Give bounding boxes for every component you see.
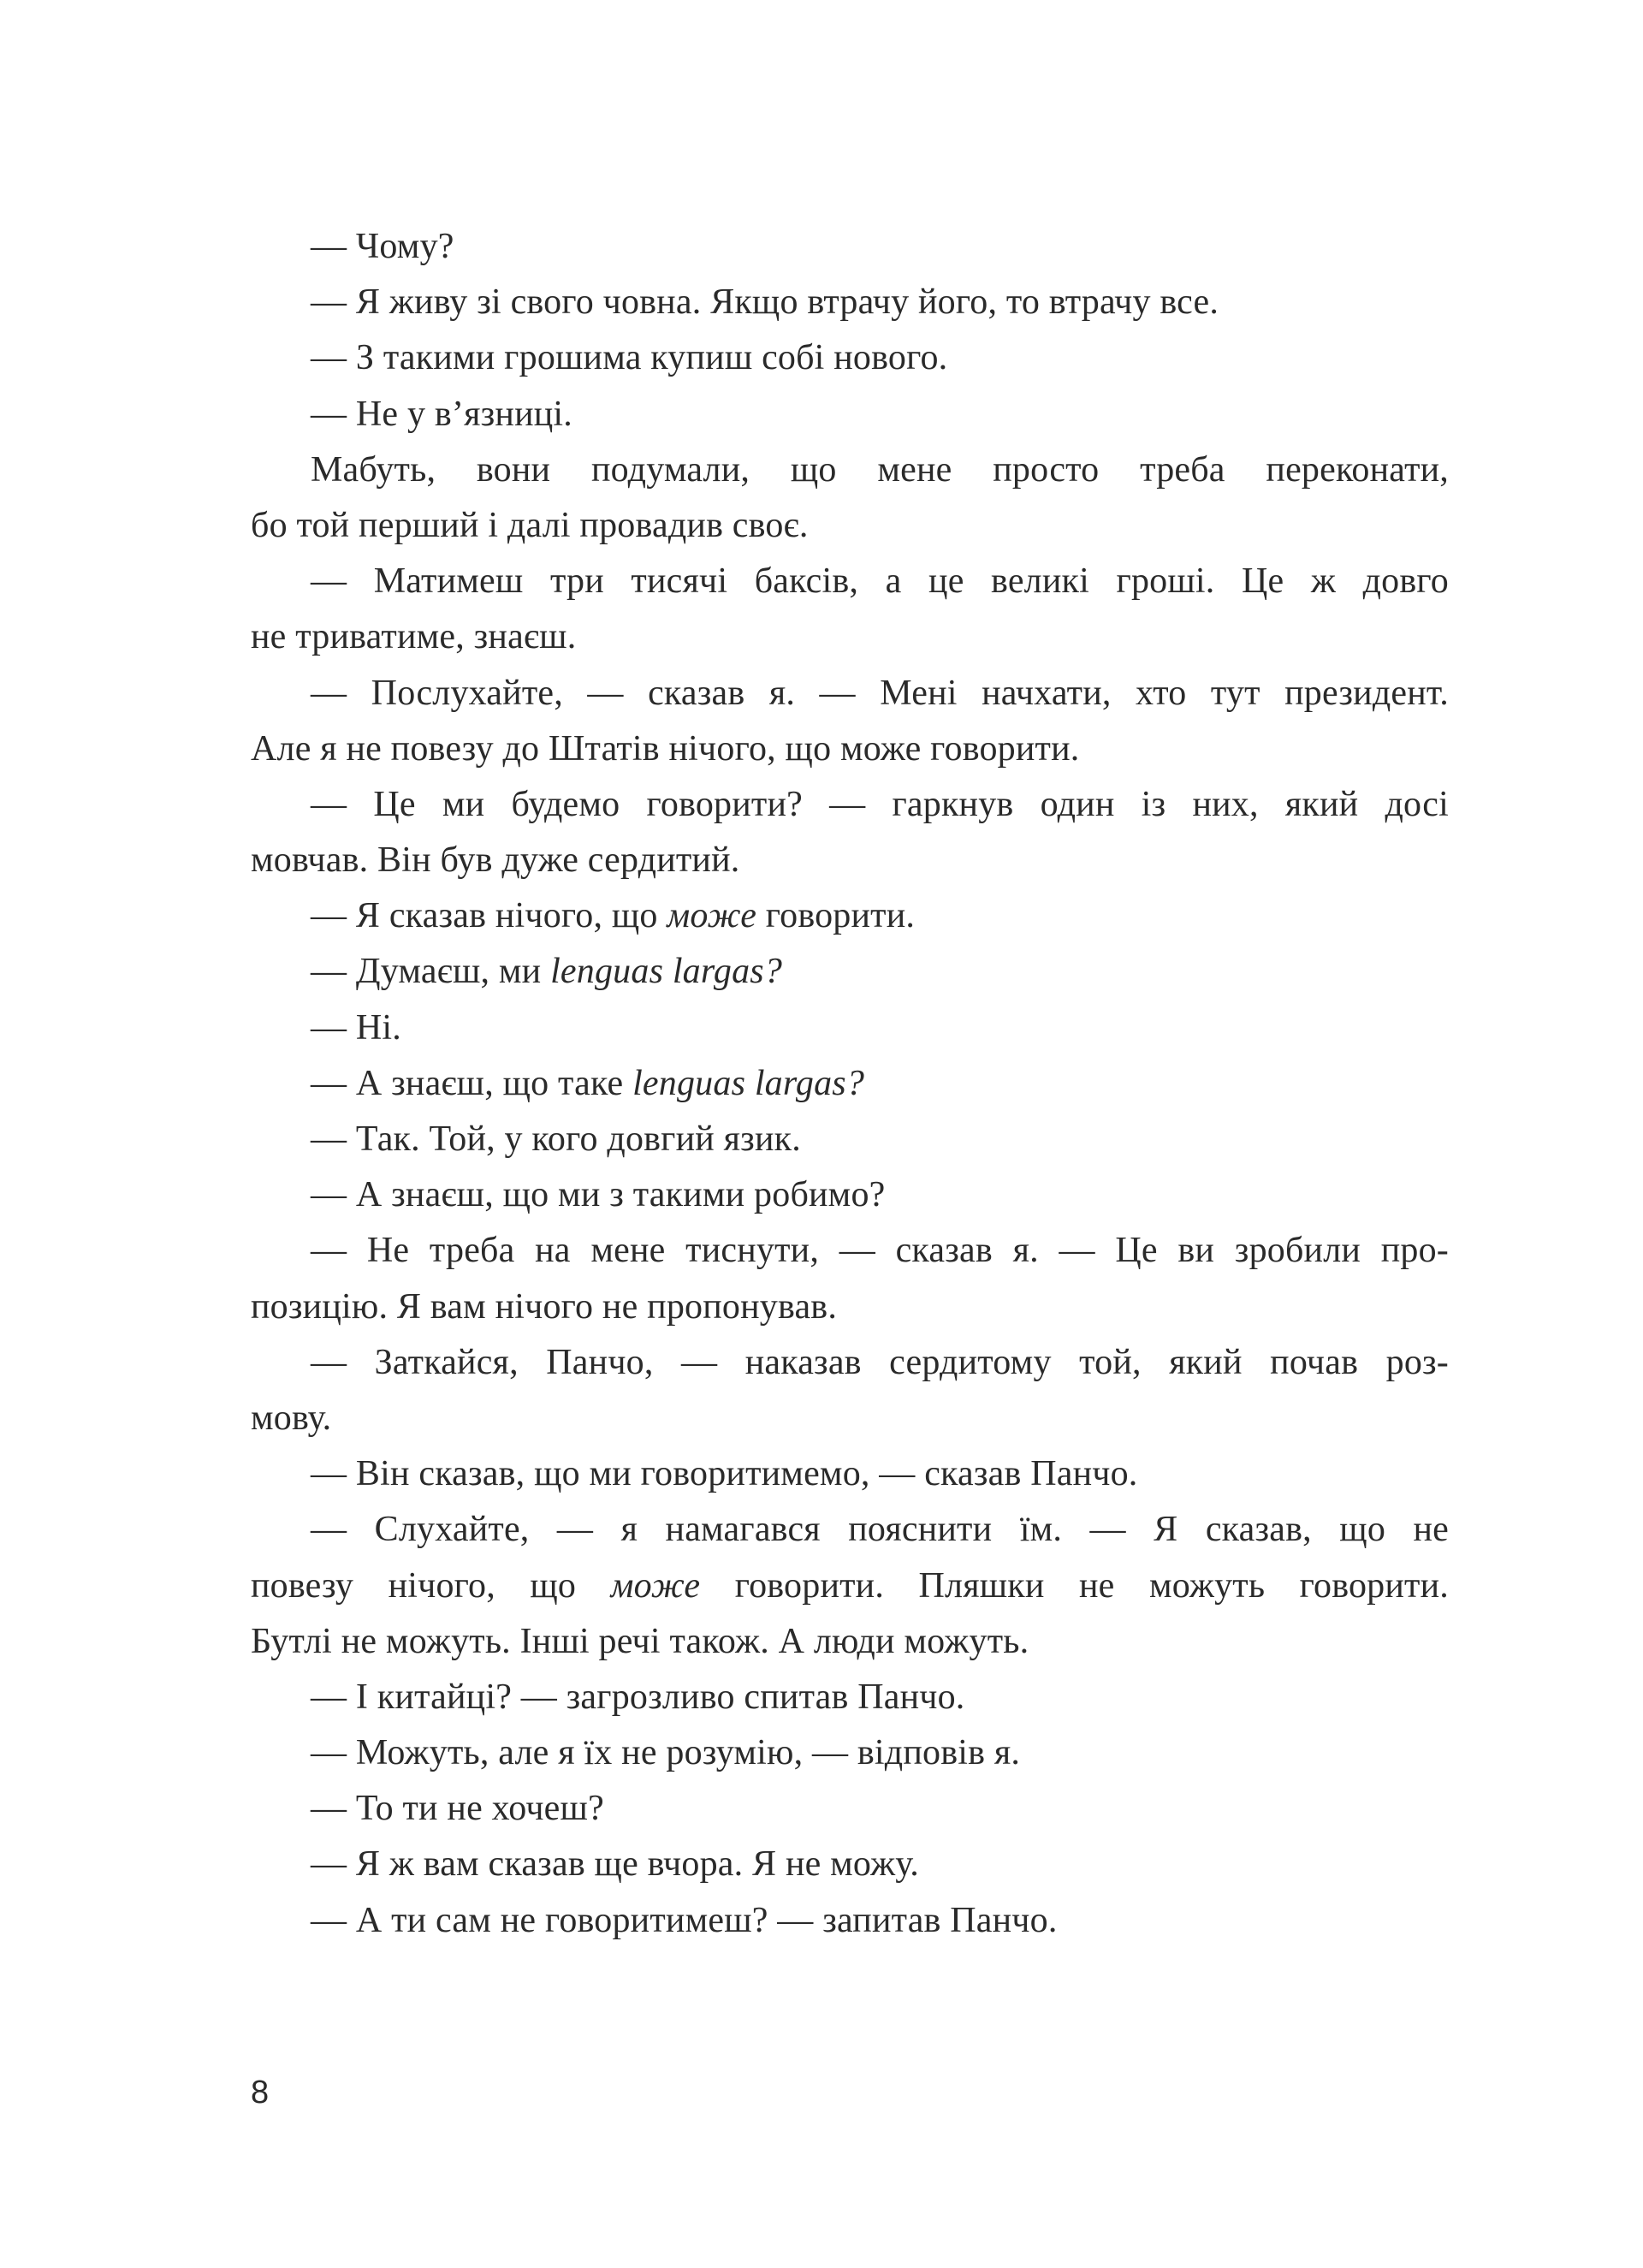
text-line: — Послухайте, — сказав я. — Мені начхати, хто тут президент. (311, 673, 1449, 713)
text-line: — Так. Той, у кого довгий язик. (311, 1119, 801, 1159)
text-segment: — А знаєш, що таке (311, 1063, 633, 1103)
italic-phrase: може (667, 896, 757, 936)
text-line: Мабуть, вони подумали, що мене просто треба переконати, (311, 449, 1449, 490)
text-line: — То ти не хочеш? (311, 1789, 604, 1829)
italic-phrase: lenguas largas? (632, 1063, 865, 1103)
text-line: — А ти сам не говоритимеш? — запитав Панчо. (311, 1900, 1058, 1940)
text-line (251, 944, 1449, 1000)
text-line: — Я живу зі свого човна. Якщо втрачу його, то втрачу все. (311, 282, 1219, 323)
text-line: — З такими грошима купиш собі нового. (311, 338, 948, 378)
text-line (251, 888, 1449, 944)
text-segment: — Думаєш, ми (311, 952, 551, 992)
text-line: мовчав. Він був дуже сердитий. (251, 840, 740, 881)
text-segment: повезу нічого, що (251, 1565, 611, 1606)
text-line (251, 1056, 1449, 1112)
text-line: — Він сказав, що ми говоритимемо, — сказав Панчо. (311, 1454, 1138, 1494)
text-line: — Слухайте, — я намагався пояснити їм. — Я сказав, що не (311, 1510, 1449, 1550)
text-line (251, 1559, 1449, 1614)
text-line: — Можуть, але я їх не розумію, — відповів я. (311, 1733, 1021, 1773)
text-segment: говорити. Пляшки не можуть говорити. (700, 1565, 1449, 1606)
body-text (251, 219, 1449, 1949)
text-line: — А знаєш, що ми з такими робимо? (311, 1175, 886, 1215)
text-line: Але я не повезу до Штатів нічого, що може говорити. (251, 728, 1080, 769)
text-line: — І китайці? — загрозливо спитав Панчо. (311, 1677, 965, 1717)
text-line: — Заткайся, Панчо, — наказав сердитому той, який почав роз- (311, 1342, 1449, 1382)
page-number: 8 (251, 2075, 270, 2111)
text-line: — Чому? (311, 227, 454, 266)
text-line: позицію. Я вам нічого не пропонував. (251, 1286, 838, 1327)
text-line: не триватиме, знаєш. (251, 617, 577, 657)
text-line: мову. (251, 1398, 332, 1438)
text-line: — Матимеш три тисячі баксів, а це великі гроші. Це ж довго (311, 561, 1449, 602)
text-line: бо той перший і далі провадив своє. (251, 505, 809, 545)
italic-phrase: може (610, 1565, 701, 1606)
text-line: — Ні. (311, 1007, 401, 1048)
text-line: — Це ми будемо говорити? — гаркнув один із них, який досі (311, 784, 1449, 824)
text-line: — Не у в’язниці. (311, 394, 572, 434)
text-line: Бутлі не можуть. Інші речі також. А люди можуть. (251, 1621, 1029, 1661)
text-segment: говорити. (756, 896, 916, 936)
text-line: — Не треба на мене тиснути, — сказав я. — Це ви зробили про- (311, 1231, 1449, 1271)
italic-phrase: lenguas largas? (550, 952, 783, 992)
text-line: — Я ж вам сказав ще вчора. Я не можу. (311, 1844, 920, 1885)
text-segment: — Я сказав нічого, що (311, 896, 667, 936)
